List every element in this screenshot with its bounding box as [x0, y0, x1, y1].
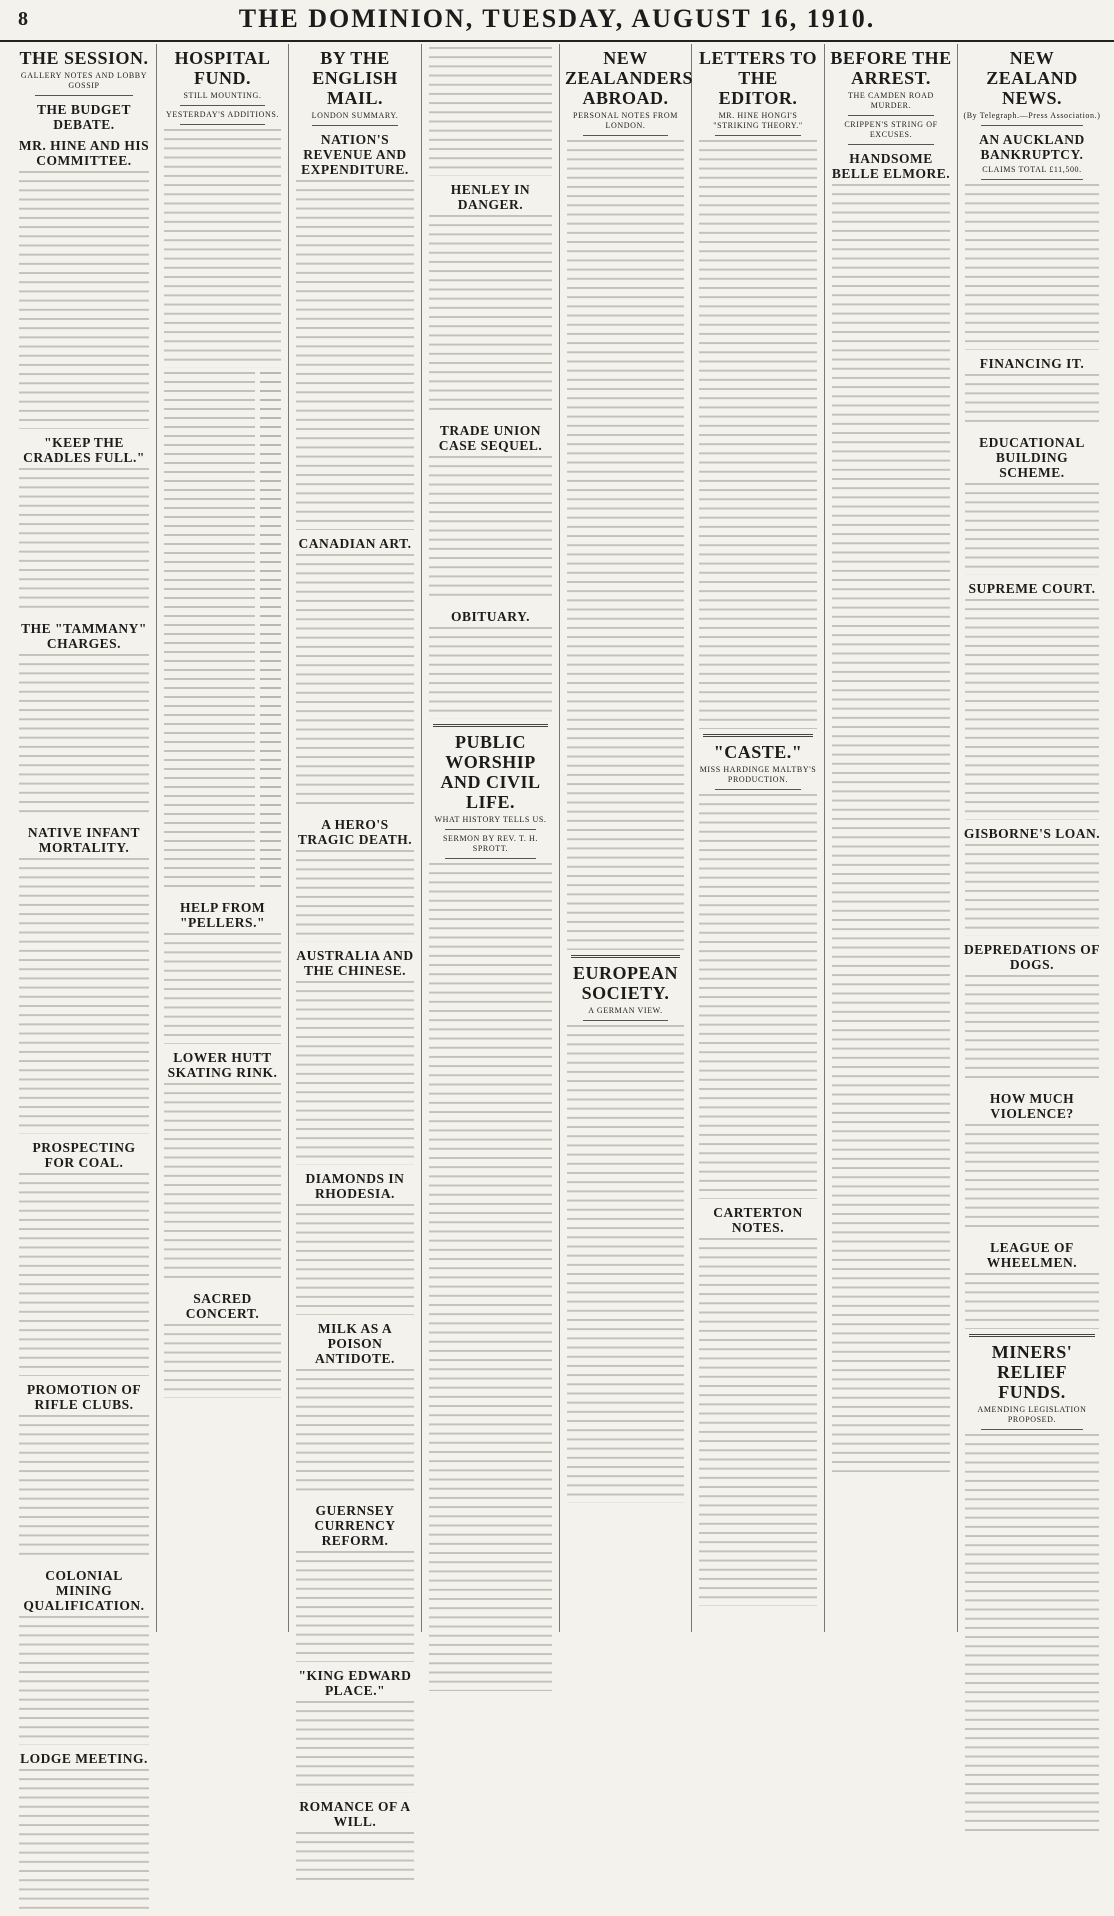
article-body	[965, 1124, 1099, 1234]
article-body	[164, 1324, 281, 1398]
article-heading: EUROPEAN SOCIETY.	[572, 962, 678, 1003]
section-divider	[433, 724, 548, 727]
article-subheading: GALLERY NOTES AND LOBBY GOSSIP	[20, 71, 148, 90]
rule	[445, 829, 536, 830]
article-body	[164, 129, 281, 368]
article-heading: TRADE UNION CASE SEQUEL.	[438, 423, 543, 454]
article-heading: HENLEY IN DANGER.	[450, 181, 531, 212]
article-heading: CARTERTON NOTES.	[713, 1204, 803, 1235]
rule	[848, 144, 934, 145]
article-body	[965, 374, 1099, 429]
article-body	[965, 599, 1099, 820]
rule	[35, 95, 133, 96]
article-body	[296, 180, 414, 530]
article-body	[19, 858, 149, 1134]
article-heading: PUBLIC WORSHIP AND CIVIL LIFE.	[440, 732, 541, 813]
rule	[981, 179, 1083, 180]
article-heading: THE "TAMMANY" CHARGES.	[21, 620, 147, 651]
article-body	[965, 844, 1099, 936]
article-body	[965, 1434, 1099, 1839]
rule	[715, 135, 801, 136]
article-subheading: CRIPPEN'S STRING OF EXCUSES.	[844, 120, 938, 139]
article-subheading: STILL MOUNTING.	[183, 91, 262, 100]
article-heading: NEW ZEALAND NEWS.	[986, 48, 1078, 108]
rule	[312, 125, 398, 126]
column-8	[958, 44, 1106, 1632]
article-body	[699, 140, 817, 729]
article-body	[567, 140, 684, 950]
article-heading: THE BUDGET DEBATE.	[37, 102, 131, 132]
article-body	[164, 933, 281, 1043]
article-heading: HOSPITAL FUND.	[174, 48, 271, 88]
section-divider	[703, 734, 813, 737]
article-heading: "CASTE."	[713, 741, 803, 762]
article-heading: PROSPECTING FOR COAL.	[32, 1140, 136, 1171]
column-2	[157, 44, 289, 1632]
section-divider	[969, 1334, 1095, 1337]
article-heading: SUPREME COURT.	[968, 580, 1096, 596]
column-6	[692, 44, 825, 1632]
article-heading: "KING EDWARD PLACE."	[298, 1667, 412, 1698]
article-body	[429, 47, 552, 176]
article-body	[19, 1616, 149, 1745]
article-heading: NATION'S REVENUE AND EXPENDITURE.	[301, 132, 409, 177]
article-body	[965, 184, 1099, 350]
article-body	[429, 215, 552, 417]
article-subheading: MR. HINE HONGI'S "STRIKING THEORY."	[713, 111, 803, 130]
article-heading: OBITUARY.	[451, 609, 530, 625]
article-subheading: CLAIMS TOTAL £11,500.	[982, 165, 1082, 174]
article-body	[699, 794, 817, 1199]
article-subheading: (By Telegraph.—Press Association.)	[963, 111, 1101, 120]
article-heading: AN AUCKLAND BANKRUPTCY.	[979, 132, 1085, 162]
article-heading: MILK AS A POISON ANTIDOTE.	[315, 1320, 395, 1366]
rule	[981, 1429, 1083, 1430]
article-body	[429, 627, 552, 719]
article-body	[699, 1238, 817, 1606]
article-heading: DEPREDATIONS OF DOGS.	[964, 941, 1100, 972]
article-heading: FINANCING IT.	[979, 355, 1085, 371]
article-body	[965, 1273, 1099, 1328]
rule	[715, 789, 801, 790]
article-heading: THE SESSION.	[19, 48, 149, 68]
article-heading: LODGE MEETING.	[20, 1750, 148, 1766]
article-body	[832, 184, 950, 1472]
rule	[848, 115, 934, 116]
article-body	[296, 1832, 414, 1887]
article-body	[19, 171, 149, 429]
article-subheading: LONDON SUMMARY.	[311, 111, 399, 120]
article-heading: HOW MUCH VIOLENCE?	[989, 1090, 1075, 1121]
article-heading: CANADIAN ART.	[298, 535, 412, 551]
article-heading: DIAMONDS IN RHODESIA.	[305, 1171, 405, 1202]
column-7	[825, 44, 958, 1632]
rule	[583, 135, 668, 136]
article-subheading: PERSONAL NOTES FROM LONDON.	[573, 111, 678, 130]
column-5	[560, 44, 692, 1632]
column-1	[12, 44, 157, 1766]
article-subheading: YESTERDAY'S ADDITIONS.	[165, 110, 280, 119]
column-3	[289, 44, 422, 1829]
article-subheading: SERMON BY REV. T. H. SPROTT.	[442, 834, 539, 854]
article-heading: HELP FROM "PELLERS."	[179, 900, 266, 931]
article-body	[296, 1369, 414, 1498]
article-subheading: WHAT HISTORY TELLS US.	[434, 815, 547, 825]
rule	[583, 1020, 668, 1021]
article-body	[19, 1415, 149, 1562]
article-subheading: AMENDING LEGISLATION PROPOSED.	[977, 1404, 1087, 1424]
article-body	[19, 1769, 149, 1916]
article-heading: "KEEP THE CRADLES FULL."	[23, 434, 145, 465]
article-subheading: A GERMAN VIEW.	[588, 1005, 663, 1015]
article-heading: A HERO'S TRAGIC DEATH.	[297, 817, 413, 848]
article-subheading: THE CAMDEN ROAD MURDER.	[848, 91, 934, 110]
article-body	[965, 483, 1099, 575]
article-body	[296, 981, 414, 1165]
article-heading: GUERNSEY CURRENCY REFORM.	[314, 1503, 396, 1549]
article-heading: NATIVE INFANT MORTALITY.	[27, 825, 141, 856]
article-heading: GISBORNE'S LOAN.	[963, 825, 1101, 841]
article-heading: ROMANCE OF A WILL.	[299, 1798, 411, 1829]
article-heading: BEFORE THE ARREST.	[830, 48, 952, 88]
article-body	[429, 456, 552, 603]
article-heading: EDUCATIONAL BUILDING SCHEME.	[979, 434, 1085, 480]
rule	[981, 125, 1083, 126]
article-heading: BY THE ENGLISH MAIL.	[312, 48, 398, 108]
article-body	[164, 1083, 281, 1285]
page-number: 8	[18, 8, 28, 30]
newspaper-title: THE DOMINION, TUESDAY, AUGUST 16, 1910.	[238, 4, 876, 33]
article-heading: LETTERS TO THE EDITOR.	[699, 48, 817, 108]
article-heading: NEW ZEALANDERS ABROAD.	[565, 48, 694, 108]
article-columns	[12, 44, 1106, 1829]
article-body	[19, 654, 149, 820]
amount-column	[260, 372, 281, 894]
article-body	[567, 1025, 684, 1503]
section-divider	[571, 955, 680, 958]
article-heading: LEAGUE OF WHEELMEN.	[986, 1240, 1078, 1271]
article-body	[296, 554, 414, 812]
article-body	[19, 1173, 149, 1375]
article-heading: SACRED CONCERT.	[185, 1290, 260, 1321]
article-body	[965, 975, 1099, 1085]
article-heading: LOWER HUTT SKATING RINK.	[167, 1049, 278, 1080]
rule	[180, 105, 265, 106]
article-body	[19, 468, 149, 615]
article-subheading: MISS HARDINGE MALTBY'S PRODUCTION.	[699, 764, 817, 784]
rule	[180, 124, 265, 125]
article-body	[296, 1551, 414, 1661]
subscription-list	[164, 372, 281, 894]
article-body	[296, 1701, 414, 1793]
article-body	[296, 1204, 414, 1314]
article-body	[429, 863, 552, 1691]
article-heading: MINERS' RELIEF FUNDS.	[991, 1341, 1073, 1402]
article-heading: PROMOTION OF RIFLE CLUBS.	[26, 1381, 142, 1412]
masthead	[0, 0, 1114, 42]
article-heading: AUSTRALIA AND THE CHINESE.	[296, 948, 414, 979]
article-heading: MR. HINE AND HIS COMMITTEE.	[18, 138, 150, 168]
column-4	[422, 44, 560, 1632]
article-heading: HANDSOME BELLE ELMORE.	[831, 151, 951, 181]
article-body	[296, 850, 414, 942]
rule	[445, 858, 536, 859]
article-heading: COLONIAL MINING QUALIFICATION.	[23, 1567, 145, 1613]
